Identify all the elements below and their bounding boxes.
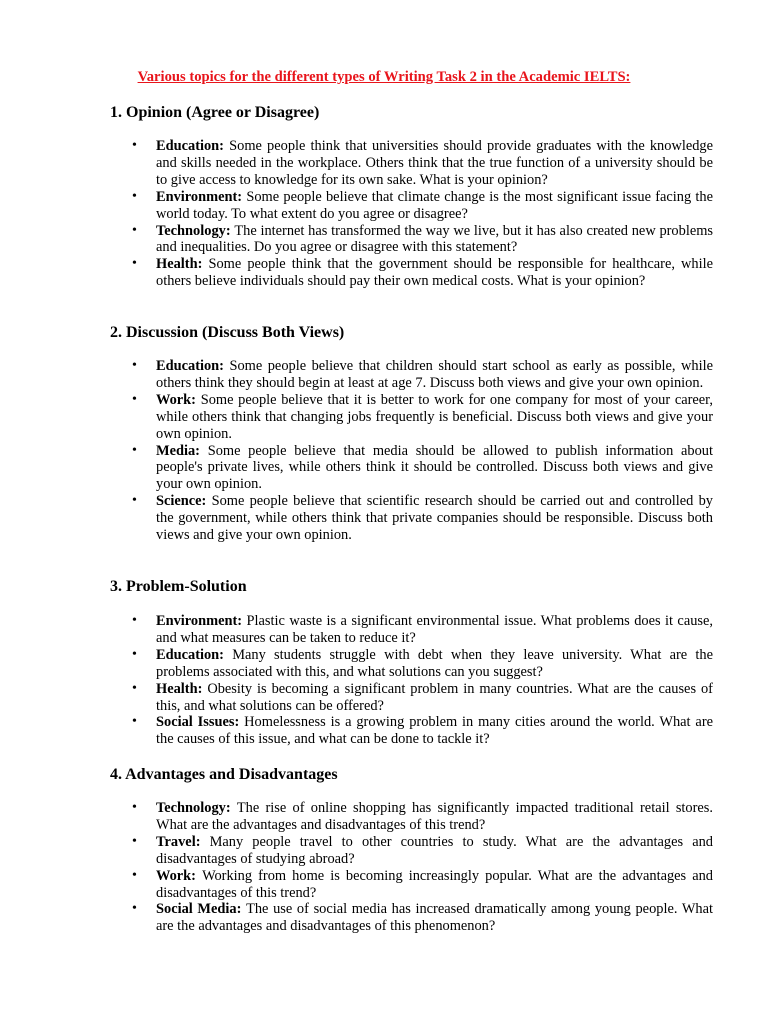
topic-text: Plastic waste is a significant environmental issue. What problems does it cause, and what measures can be taken to reduce it? <box>156 613 713 646</box>
topic-text: The internet has transformed the way we live, but it has also created new problems and inequalities. Do you agree or disagree with this statement? <box>156 222 714 256</box>
bullet-icon: • <box>132 188 137 204</box>
list-item <box>132 613 713 647</box>
section-heading-problem-solution: 3. Problem-Solution <box>110 578 247 595</box>
section-heading-advantages: 4. Advantages and Disadvantages <box>110 766 338 783</box>
document-title: Various topics for the different types of Writing Task 2 in the Academic IELTS: <box>137 69 631 85</box>
list-item <box>132 138 713 189</box>
list-item <box>132 188 713 223</box>
bullet-icon: • <box>132 800 137 815</box>
topic-label: Health: <box>156 256 209 273</box>
topic-text: Some people think that universities should provide graduates with the knowledge and skills needed in the workplace. Others think that the true function of a university should be to give access to knowledge for its own sake. What is your opinion? <box>156 138 713 188</box>
list-item <box>132 646 713 681</box>
list-item <box>132 901 714 935</box>
topic-label: Education: <box>156 646 233 663</box>
section-heading-opinion: 1. Opinion (Agree or Disagree) <box>110 104 320 121</box>
topic-label: Education: <box>156 358 230 374</box>
bullet-icon: • <box>132 138 137 153</box>
topic-label: Travel: <box>156 833 210 850</box>
list-item <box>132 493 713 544</box>
topic-list-advantages <box>132 800 714 935</box>
topic-text: The rise of online shopping has significantly impacted traditional retail stores. What are the advantages and disadvantages of this trend? <box>156 800 713 833</box>
topic-text: Working from home is becoming increasingly popular. What are the advantages and disadvantages of this trend? <box>156 867 714 901</box>
topic-text: The use of social media has increased dramatically among young people. What are the advantages and disadvantages of this phenomenon? <box>156 901 714 935</box>
bullet-icon: • <box>132 493 137 509</box>
topic-label: Education: <box>156 138 230 154</box>
topic-label: Media: <box>156 442 208 459</box>
bullet-icon: • <box>132 867 137 883</box>
bullet-icon: • <box>132 442 137 458</box>
bullet-icon: • <box>132 256 137 272</box>
list-item <box>132 358 713 392</box>
topic-label: Work: <box>156 867 203 884</box>
topic-label: Social Media: <box>156 901 247 918</box>
topic-text: Many students struggle with debt when they leave university. What are the problems associated with this, and what solutions can you suggest? <box>156 646 713 680</box>
section-heading-discussion: 2. Discussion (Discuss Both Views) <box>110 324 345 341</box>
topic-text: Obesity is becoming a significant problem in many countries. What are the causes of this, and what solutions can be offered? <box>156 680 713 714</box>
bullet-icon: • <box>132 901 137 917</box>
bullet-icon: • <box>132 613 137 628</box>
topic-label: Science: <box>156 493 212 510</box>
list-item <box>132 222 714 257</box>
topic-text: Some people believe that media should be allowed to publish information about people's private lives, while others think it should be controlled. Discuss both views and give your own opinion. <box>156 442 713 493</box>
bullet-icon: • <box>132 833 137 849</box>
list-item <box>132 680 713 715</box>
topic-label: Health: <box>156 680 208 697</box>
bullet-icon: • <box>132 358 137 373</box>
topic-label: Social Issues: <box>156 714 245 731</box>
topic-text: Many people travel to other countries to study. What are the advantages and disadvantages of studying abroad? <box>156 833 713 867</box>
topic-text: Some people believe that children should start school as early as possible, while others think they should begin at least at age 7. Discuss both views and give your own opinion. <box>156 358 713 391</box>
bullet-icon: • <box>132 222 137 238</box>
list-item <box>132 800 713 834</box>
list-item <box>132 833 713 868</box>
topic-label: Environment: <box>156 188 247 205</box>
topic-list-opinion <box>132 138 714 290</box>
topic-text: Some people believe that climate change is the most significant issue facing the world today. To what extent do you agree or disagree? <box>156 188 713 222</box>
topic-text: Some people believe that it is better to work for one company for most of your career, while others think that changing jobs frequently is beneficial. Discuss both views and give your own opinion. <box>156 391 713 442</box>
list-item <box>132 442 713 494</box>
topic-text: Some people believe that scientific research should be carried out and controlled by the government, while others think that private companies should be responsible. Discuss both views and give your own opinion. <box>156 493 713 544</box>
topic-label: Environment: <box>156 613 247 629</box>
bullet-icon: • <box>132 391 137 407</box>
topic-list-discussion <box>132 358 713 544</box>
list-item <box>132 391 713 443</box>
bullet-icon: • <box>132 680 137 696</box>
bullet-icon: • <box>132 714 137 730</box>
list-item <box>132 867 714 902</box>
list-item <box>132 714 713 748</box>
topic-label: Work: <box>156 391 201 408</box>
bullet-icon: • <box>132 646 137 662</box>
topic-list-problem-solution <box>132 613 713 748</box>
topic-text: Homelessness is a growing problem in many cities around the world. What are the causes of this issue, and what can be done to tackle it? <box>156 714 713 748</box>
topic-label: Technology: <box>156 800 237 816</box>
topic-text: Some people think that the government should be responsible for healthcare, while others believe individuals should pay their own medical costs. What is your opinion? <box>156 256 713 290</box>
list-item <box>132 256 713 290</box>
topic-label: Technology: <box>156 222 235 239</box>
